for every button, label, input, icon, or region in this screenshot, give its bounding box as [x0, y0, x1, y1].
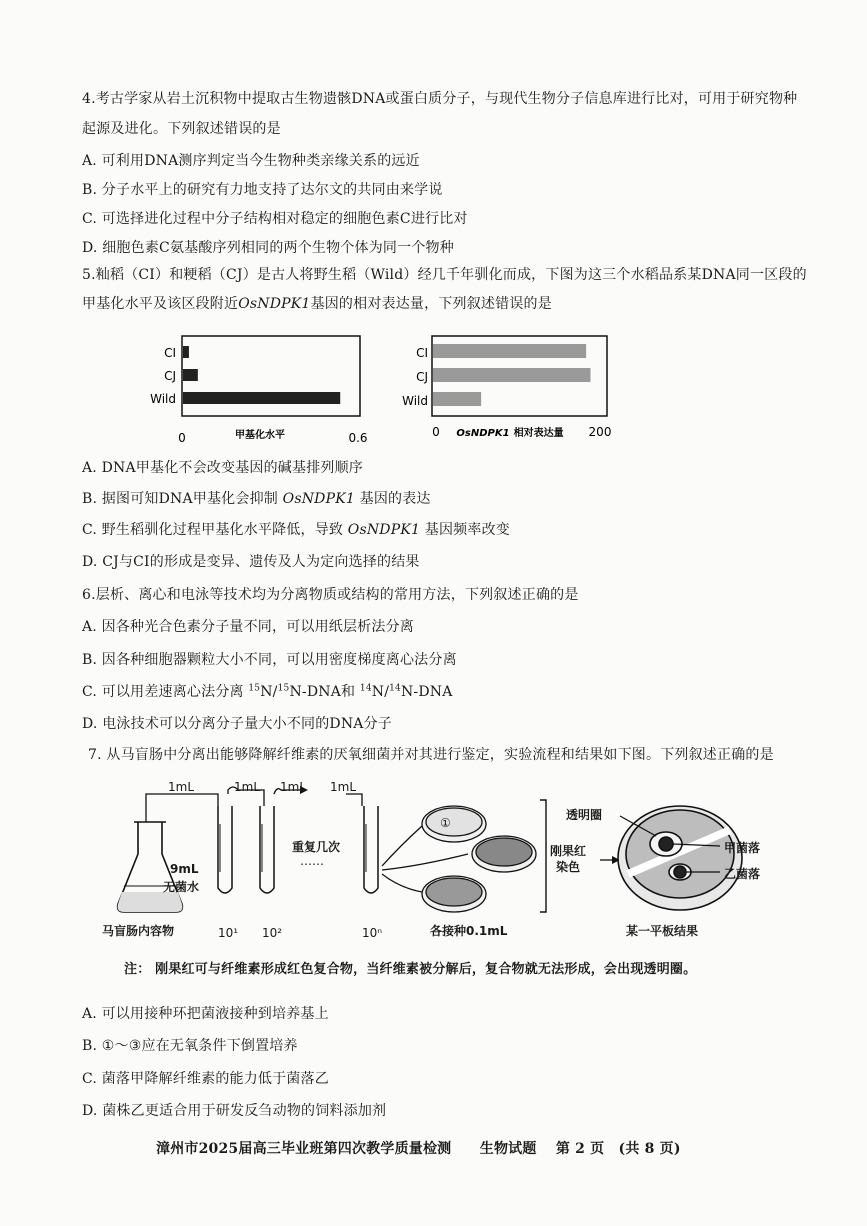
q4-option-c: C. 可选择进化过程中分子结构相对稳定的细胞色素C进行比对	[82, 211, 468, 227]
chart2-tick-max: 200	[588, 425, 612, 439]
repeat-label: 重复几次	[292, 840, 341, 854]
q5-option-c: C. 野生稻驯化过程甲基化水平降低，导致 OsNDPK1 基因频率改变	[82, 522, 510, 538]
water-label: 无菌水	[163, 880, 200, 894]
stain-label-b: 染色	[556, 860, 581, 874]
q7-option-c: C. 菌落甲降解纤维素的能力低于菌落乙	[82, 1071, 329, 1087]
chart1-tick-max: 0.6	[348, 431, 368, 445]
q4-stem-line2: 起源及进化。下列叙述错误的是	[82, 121, 281, 137]
vol-label-1: 1mL	[168, 780, 195, 794]
chart2-xlabel: OsNDPK1 相对表达量	[456, 428, 564, 439]
bar-cj	[433, 368, 591, 382]
chart1-xlabel: 甲基化水平	[235, 430, 285, 441]
q6-stem: 6.层析、离心和电泳等技术均为分离物质或结构的常用方法，下列叙述正确的是	[82, 587, 579, 603]
colony-a-label: 甲菌落	[724, 841, 761, 855]
result-label: 某一平板结果	[626, 924, 699, 938]
bar-ci	[433, 344, 586, 358]
inoculate-label: 各接种0.1mL	[430, 924, 508, 938]
clear-zone-label: 透明圈	[566, 808, 603, 822]
q5-option-a: A. DNA甲基化不会改变基因的碱基排列顺序	[82, 460, 363, 476]
q6-option-c: C. 可以用差速离心法分离 $^{15}$N/$^{15}$N-DNA和 $^{14}$N/$^{14}$N-DNA	[82, 683, 453, 700]
q6-option-d: D. 电泳技术可以分离分子量大小不同的DNA分子	[82, 716, 393, 732]
page-footer: 漳州市2025届高三毕业班第四次教学质量检测 生物试题 第 2 页 (共 8 页)	[156, 1141, 681, 1157]
methylation-chart	[140, 330, 380, 448]
q7-option-d: D. 菌株乙更适合用于研发反刍动物的饲料添加剂	[82, 1103, 387, 1119]
water-volume: 9mL	[170, 862, 199, 876]
category-label-ci: CI	[164, 346, 176, 360]
expression-chart	[400, 330, 620, 448]
q6-option-a: A. 因各种光合色素分子量不同，可以用纸层析法分离	[82, 619, 415, 635]
category-label-wild: Wild	[150, 392, 176, 406]
plate-number: ①	[440, 816, 451, 830]
vol-label-3: 1mL	[280, 780, 307, 794]
tube-label-1: 10¹	[218, 926, 239, 940]
vol-label-4: 1mL	[330, 780, 357, 794]
q4-stem-line1: 4.考古学家从岩土沉积物中提取古生物遗骸DNA或蛋白质分子，与现代生物分子信息库进行比对，可用于研究物种	[82, 91, 798, 107]
bar-wild	[433, 392, 481, 406]
chart2-tick-0: 0	[432, 425, 440, 439]
q4-option-b: B. 分子水平上的研究有力地支持了达尔文的共同由来学说	[82, 182, 443, 198]
repeat-dots: ……	[300, 854, 324, 868]
q4-option-d: D. 细胞色素C氨基酸序列相同的两个生物个体为同一个物种	[82, 240, 454, 256]
vol-label-2: 1mL	[234, 780, 261, 794]
bar-wild	[183, 392, 340, 404]
tube-label-n: 10ⁿ	[362, 926, 383, 940]
chart1-tick-0: 0	[178, 431, 186, 445]
result-plate-icon	[618, 806, 742, 910]
q5-stem-line1: 5.籼稻（CI）和粳稻（CJ）是古人将野生稻（Wild）经几千年驯化而成，下图为这三个水稻品系某DNA同一区段的	[82, 267, 807, 283]
q5-stem-line2: 甲基化水平及该区段附近OsNDPK1基因的相对表达量，下列叙述错误的是	[82, 296, 552, 312]
q5-option-d: D. CJ与CI的形成是变异、遗传及人为定向选择的结果	[82, 554, 420, 570]
q6-option-b: B. 因各种细胞器颗粒大小不同，可以用密度梯度离心法分离	[82, 652, 457, 668]
q5-option-b: B. 据图可知DNA甲基化会抑制 OsNDPK1 基因的表达	[82, 491, 431, 507]
stain-label-a: 刚果红	[550, 844, 587, 858]
flask-label: 马盲肠内容物	[102, 924, 175, 938]
q7-option-b: B. ①～③应在无氧条件下倒置培养	[82, 1038, 298, 1054]
colony-b-label: 乙菌落	[724, 867, 761, 881]
category-label-cj: CJ	[164, 369, 176, 383]
q7-experiment-diagram	[100, 776, 780, 946]
category-label-wild: Wild	[402, 394, 428, 408]
q4-option-a: A. 可利用DNA测序判定当今生物种类亲缘关系的远近	[82, 153, 420, 169]
q7-stem: 7. 从马盲肠中分离出能够降解纤维素的厌氧细菌并对其进行鉴定，实验流程和结果如下图。下列叙述正确的是	[88, 747, 774, 763]
bar-cj	[183, 369, 198, 381]
q7-option-a: A. 可以用接种环把菌液接种到培养基上	[82, 1006, 329, 1022]
category-label-ci: CI	[416, 346, 428, 360]
tube-label-2: 10²	[262, 926, 283, 940]
category-label-cj: CJ	[416, 370, 428, 384]
bar-ci	[183, 346, 189, 358]
q7-note: 注： 刚果红可与纤维素形成红色复合物，当纤维素被分解后，复合物就无法形成，会出现透明圈。	[124, 962, 697, 977]
